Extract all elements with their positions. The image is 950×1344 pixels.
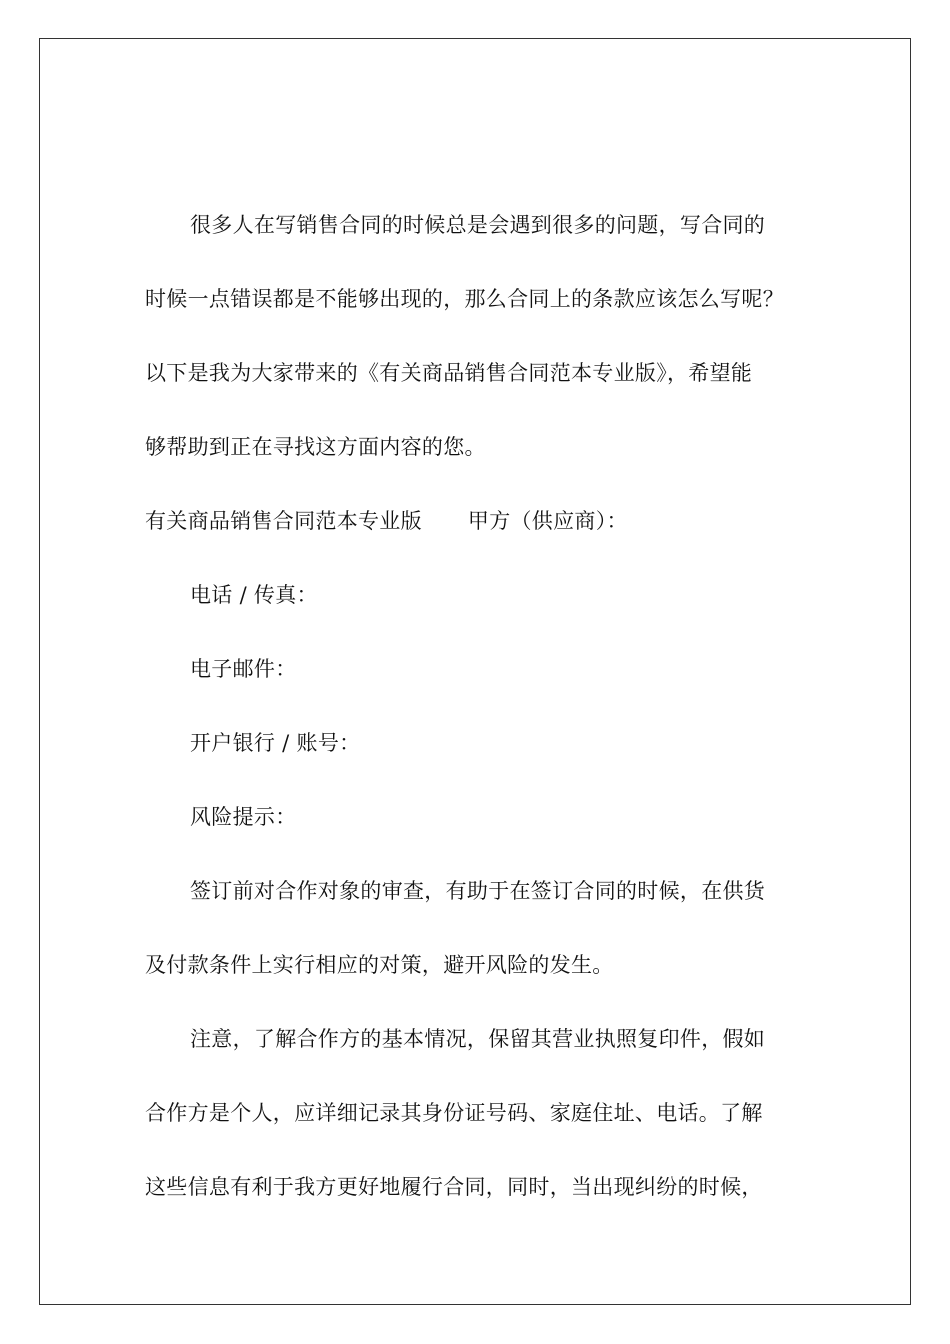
phone-fax-field: 电话 / 传真：	[190, 583, 318, 607]
intro-line-1: 很多人在写销售合同的时候总是会遇到很多的问题，写合同的	[190, 213, 766, 237]
bank-account-field: 开户银行 / 账号：	[190, 731, 361, 755]
risk-line-2: 及付款条件上实行相应的对策，避开风险的发生。	[145, 953, 614, 977]
contract-title: 有关商品销售合同范本专业版	[145, 509, 422, 533]
risk-line-1: 签订前对合作对象的审查，有助于在签订合同的时候，在供货	[190, 879, 766, 903]
risk-label: 风险提示：	[190, 805, 297, 829]
intro-line-3: 以下是我为大家带来的《有关商品销售合同范本专业版》，希望能	[145, 361, 753, 385]
document-body	[145, 200, 810, 1236]
note-line-3: 这些信息有利于我方更好地履行合同，同时，当出现纠纷的时候，	[145, 1175, 763, 1199]
intro-line-4: 够帮助到正在寻找这方面内容的您。	[145, 435, 486, 459]
party-a-label: 甲方（供应商）：	[467, 509, 628, 533]
contract-heading-line	[145, 496, 810, 570]
note-line-2: 合作方是个人，应详细记录其身份证号码、家庭住址、电话。了解	[145, 1101, 763, 1125]
email-field: 电子邮件：	[190, 657, 297, 681]
note-line-1: 注意，了解合作方的基本情况，保留其营业执照复印件，假如	[190, 1027, 766, 1051]
intro-line-2: 时候一点错误都是不能够出现的，那么合同上的条款应该怎么写呢？	[145, 287, 784, 311]
